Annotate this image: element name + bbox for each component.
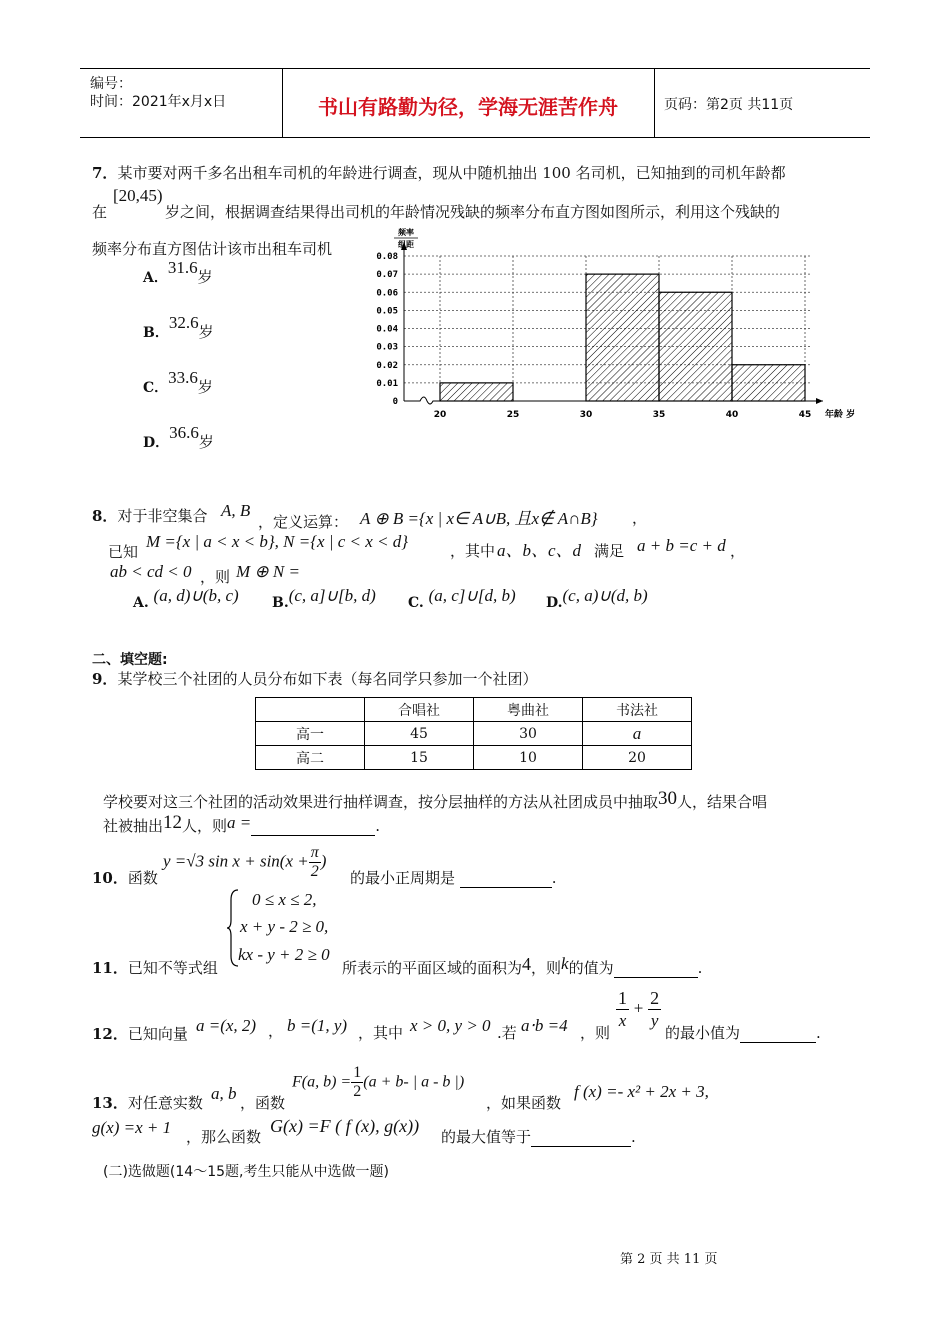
option-label: B．: [143, 325, 169, 341]
table-row: [256, 722, 692, 746]
q12-text: 的最小值为: [665, 1024, 741, 1042]
option-value: 36.6: [169, 423, 199, 442]
table-cell: 20: [583, 746, 692, 770]
q13-half: [351, 1064, 363, 1101]
q13-text-label: 对任意实数: [127, 1094, 203, 1112]
option-unit: 岁: [198, 323, 214, 341]
table-cell: 高一: [256, 722, 365, 746]
q8-mn-sets: M ={x | a < x < b}, N ={x | c < x < d}: [146, 532, 409, 551]
q13-text: 的最大值等于: [441, 1128, 532, 1146]
x-tick-label: 20: [433, 410, 447, 420]
table-cell: [256, 698, 365, 722]
fraction-denominator: x: [618, 1011, 627, 1030]
q13-G-def: G(x) =F ( f (x), g(x)): [270, 1116, 420, 1136]
q8-line1: [92, 505, 207, 526]
q12-number: 12．: [92, 1025, 128, 1043]
q11-ineq-3: kx - y + 2 ≥ 0: [238, 945, 330, 964]
q7-option-a[interactable]: [143, 258, 213, 287]
table-cell: 书法社: [583, 698, 692, 722]
option-label: C．: [143, 380, 169, 396]
q9-text: 某学校三个社团的人员分布如下表（每名同学只参加一个社团）: [117, 670, 538, 688]
q11-area: 4: [522, 954, 532, 974]
histogram-bar: [659, 292, 732, 401]
q7-option-b[interactable]: [143, 313, 214, 342]
option-label: D．: [143, 435, 170, 451]
q8-option-b[interactable]: [272, 586, 376, 612]
q13-F-def-b: (a + b- | a - b |): [363, 1073, 465, 1091]
q9-text-2a: 社被抽出: [103, 817, 164, 835]
q8-then: ，则: [200, 568, 231, 586]
q12-vec-b: b =(1, y): [287, 1016, 348, 1035]
q8-vars: a、b、c、d: [497, 541, 582, 560]
q11-label: [92, 957, 218, 978]
q10-text: 的最小正周期是: [350, 869, 456, 887]
q11-text-c: 的值为: [568, 959, 614, 977]
histogram-bars: [440, 274, 805, 401]
histogram-bar: [440, 383, 513, 401]
table-cell: 合唱社: [365, 698, 474, 722]
option-value: 31.6: [167, 258, 198, 277]
q8-expr: M ⊕ N =: [236, 562, 300, 581]
table-header-row: [256, 698, 692, 722]
fraction-denominator: 2: [353, 1083, 362, 1100]
q8-number: 8．: [92, 507, 118, 525]
option-value: (a, d)∪(b, c): [153, 586, 239, 605]
q7-interval: [20,45): [113, 186, 163, 205]
q10-answer-blank[interactable]: [460, 869, 552, 888]
option-value: (a, c]∪[d, b): [428, 586, 516, 605]
q11-ineq-2: x + y - 2 ≥ 0,: [240, 917, 329, 936]
option-label: B.: [272, 595, 289, 611]
q8-where: ，其中: [450, 542, 496, 560]
y-axis-label-denominator: 组距: [398, 240, 414, 249]
header-motto-cell: [282, 69, 655, 137]
q13-F-def-a: F(a, b) =: [292, 1073, 352, 1091]
q13-then: ，那么函数: [186, 1128, 262, 1146]
x-axis-arrow-icon: [816, 398, 823, 404]
q13-if-label: ，如果函数: [486, 1094, 562, 1112]
y-tick-label: 0.01: [376, 378, 398, 389]
x-tick-label: 40: [725, 410, 739, 420]
q8-comma: ，: [730, 542, 746, 560]
table-cell: a: [583, 722, 692, 746]
q12-end: .: [816, 1024, 821, 1042]
q13-label: [92, 1092, 203, 1113]
q13-func-label: ，函数: [240, 1094, 286, 1112]
q12-cond: x > 0, y > 0: [410, 1016, 491, 1035]
fraction-denominator: 2: [310, 863, 319, 880]
fraction-numerator: π: [310, 844, 319, 861]
fraction-numerator: 1: [618, 988, 627, 1008]
y-axis-label-numerator: 频率: [398, 228, 414, 237]
page-header: [80, 68, 870, 138]
table-cell: 10: [474, 746, 583, 770]
q9-body-line2: [103, 812, 381, 837]
option-label: A．: [143, 270, 168, 286]
q8-cond1: a + b =c + d: [637, 536, 726, 555]
q13-number: 13．: [92, 1094, 128, 1112]
q11-text-b: ，则: [531, 959, 562, 977]
table-cell: 30: [474, 722, 583, 746]
q7-option-c[interactable]: [143, 368, 213, 397]
q7-text-1: 某市要对两千多名出租车司机的年龄进行调查，现从中随机抽出 100 名司机，已知抽到的司机年龄都: [117, 164, 786, 182]
q7-number: 7．: [92, 164, 118, 182]
q9-text-1a: 学校要对这三个社团的活动效果进行抽样调查，按分层抽样的方法从社团成员中抽取: [103, 793, 659, 811]
q12-dot: a⋅b =4: [521, 1016, 568, 1035]
page-label: 页码：第2页 共11页: [664, 97, 794, 113]
q12-frac-2: [648, 987, 661, 1032]
q10-func-b: ): [320, 851, 327, 871]
x-axis-label: 年龄 岁: [825, 410, 856, 420]
q9-answer-blank[interactable]: [251, 817, 375, 836]
table-row: [256, 746, 692, 770]
q12-text-label: 已知向量: [127, 1025, 188, 1043]
histogram-bar: [586, 274, 659, 401]
y-tick-label: 0: [392, 397, 398, 407]
q13-ab: a, b: [211, 1084, 237, 1103]
option-value: 33.6: [168, 368, 198, 387]
q8-satisfy: 满足: [594, 542, 625, 560]
x-tick-label: 45: [798, 410, 812, 420]
fraction-numerator: 2: [650, 988, 660, 1008]
age-histogram: [360, 226, 856, 426]
q8-definition: A ⊕ B ={x | x∈ A∪B, 且x∉ A∩B}: [360, 509, 598, 528]
q9-n30: 30: [658, 788, 678, 809]
q7-text-3: 频率分布直方图估计该市出租车司机: [92, 240, 333, 258]
q11-text-label: 已知不等式组: [127, 959, 218, 977]
q10-question: [350, 867, 557, 888]
y-tick-label: 0.03: [376, 342, 398, 353]
q13-F-def: [292, 1064, 464, 1101]
option-label: D.: [546, 595, 563, 611]
time-label: 时间：2021年x月x日: [90, 94, 227, 110]
q11-ineq-1: 0 ≤ x ≤ 2,: [252, 890, 317, 909]
option-value: (c, a]∪[b, d): [288, 586, 376, 605]
q11-k: k: [561, 954, 569, 973]
table-cell: 粤曲社: [474, 698, 583, 722]
option-value: 32.6: [168, 313, 199, 332]
q13-g-def: g(x) =x + 1: [92, 1118, 172, 1137]
option-unit: 岁: [198, 433, 214, 451]
x-tick-label: 25: [506, 410, 520, 420]
q8-option-d[interactable]: [546, 586, 648, 612]
q10-label: [92, 867, 158, 888]
histogram-bar: [732, 365, 805, 401]
q10-func-label: 函数: [127, 869, 158, 887]
q8-option-a[interactable]: [133, 586, 239, 612]
x-tick-label: 35: [652, 410, 666, 420]
q8-cond2: ab < cd < 0: [110, 562, 192, 581]
q8-sets: A, B: [221, 501, 251, 520]
q11-answer-blank[interactable]: [614, 959, 698, 978]
q11-question: [342, 954, 703, 978]
q13-answer-blank[interactable]: [531, 1128, 631, 1147]
page-footer: 第 2 页 共 11 页: [620, 1252, 718, 1267]
fraction-numerator: 1: [353, 1064, 362, 1081]
q12-comma: ，: [268, 1022, 284, 1040]
q8-def-end: ，: [632, 509, 648, 527]
q9-end: .: [375, 817, 381, 835]
x-tick-label: 30: [579, 410, 593, 420]
q12-then: ，则: [580, 1024, 611, 1042]
option-unit: 岁: [197, 268, 213, 286]
q10-formula: [163, 844, 326, 881]
q12-label: [92, 1023, 188, 1044]
y-tick-label: 0.05: [376, 306, 398, 317]
q10-func-a: y =√3 sin x + sin(x +: [163, 851, 309, 871]
q12-vec-a: a =(x, 2): [196, 1016, 257, 1035]
motto: 书山有路勤为径，学海无涯苦作舟: [318, 95, 618, 119]
q11-end: .: [697, 959, 703, 977]
q8-known: 已知: [108, 543, 139, 561]
table-cell: 高二: [256, 746, 365, 770]
section-title-optional: (二)选做题(14～15题,考生只能从中选做一题): [103, 1164, 389, 1180]
section-title-fill-in: 二、填空题:: [92, 652, 168, 668]
q12-answer-blank[interactable]: [740, 1024, 816, 1043]
q9-body-line1: [103, 788, 768, 813]
q8-intro: 对于非空集合: [117, 507, 208, 525]
q13-question: [441, 1126, 636, 1147]
q12-question: [665, 1022, 821, 1043]
option-value: (c, a)∪(d, b): [562, 586, 648, 605]
q9-number: 9．: [92, 670, 118, 688]
q8-option-c[interactable]: [408, 586, 516, 612]
q7-text-2b: 岁之间，根据调查结果得出司机的年龄情况残缺的频率分布直方图如图所示，利用这个残缺的: [165, 203, 781, 221]
q13-f-def: f (x) =- x² + 2x + 3,: [574, 1082, 709, 1101]
q11-text-a: 所表示的平面区域的面积为: [342, 959, 523, 977]
q7-text-2a: 在: [92, 203, 108, 221]
y-tick-label: 0.02: [376, 360, 398, 371]
header-page-cell: [654, 69, 870, 137]
fraction-denominator: y: [650, 1011, 659, 1030]
header-info-cell: [80, 69, 283, 137]
q11-number: 11．: [92, 959, 128, 977]
q9-line: [92, 668, 537, 689]
q7-option-d[interactable]: [143, 423, 214, 452]
q9-n12: 12: [163, 812, 183, 833]
q9-text-1b: 人，结果合唱: [677, 793, 768, 811]
q12-frac-1: [616, 987, 629, 1032]
q12-if: .若: [497, 1024, 517, 1042]
q12-where: ，其中: [358, 1024, 404, 1042]
q10-number: 10．: [92, 869, 128, 887]
q8-def-label: ，定义运算：: [258, 513, 349, 531]
q9-a-eq: a =: [227, 813, 252, 832]
q10-pi-over-2: [309, 844, 321, 881]
option-unit: 岁: [197, 378, 213, 396]
y-tick-label: 0.04: [376, 324, 398, 335]
q13-end: .: [631, 1128, 636, 1146]
y-tick-label: 0.06: [376, 288, 398, 299]
y-tick-label: 0.08: [376, 252, 398, 262]
q7-line2: [92, 201, 780, 222]
q12-fraction-expr: [616, 987, 661, 1032]
y-tick-label: 0.07: [376, 270, 398, 281]
table-cell: 45: [365, 722, 474, 746]
q12-plus: +: [633, 998, 644, 1018]
option-label: C.: [408, 595, 424, 611]
serial-label: 编号：: [90, 76, 132, 92]
club-table: [255, 697, 692, 770]
q9-text-2b: 人，则: [182, 817, 228, 835]
option-label: A.: [133, 595, 149, 611]
q7-line1: [92, 162, 786, 183]
q10-end: .: [551, 869, 557, 887]
table-cell: 15: [365, 746, 474, 770]
